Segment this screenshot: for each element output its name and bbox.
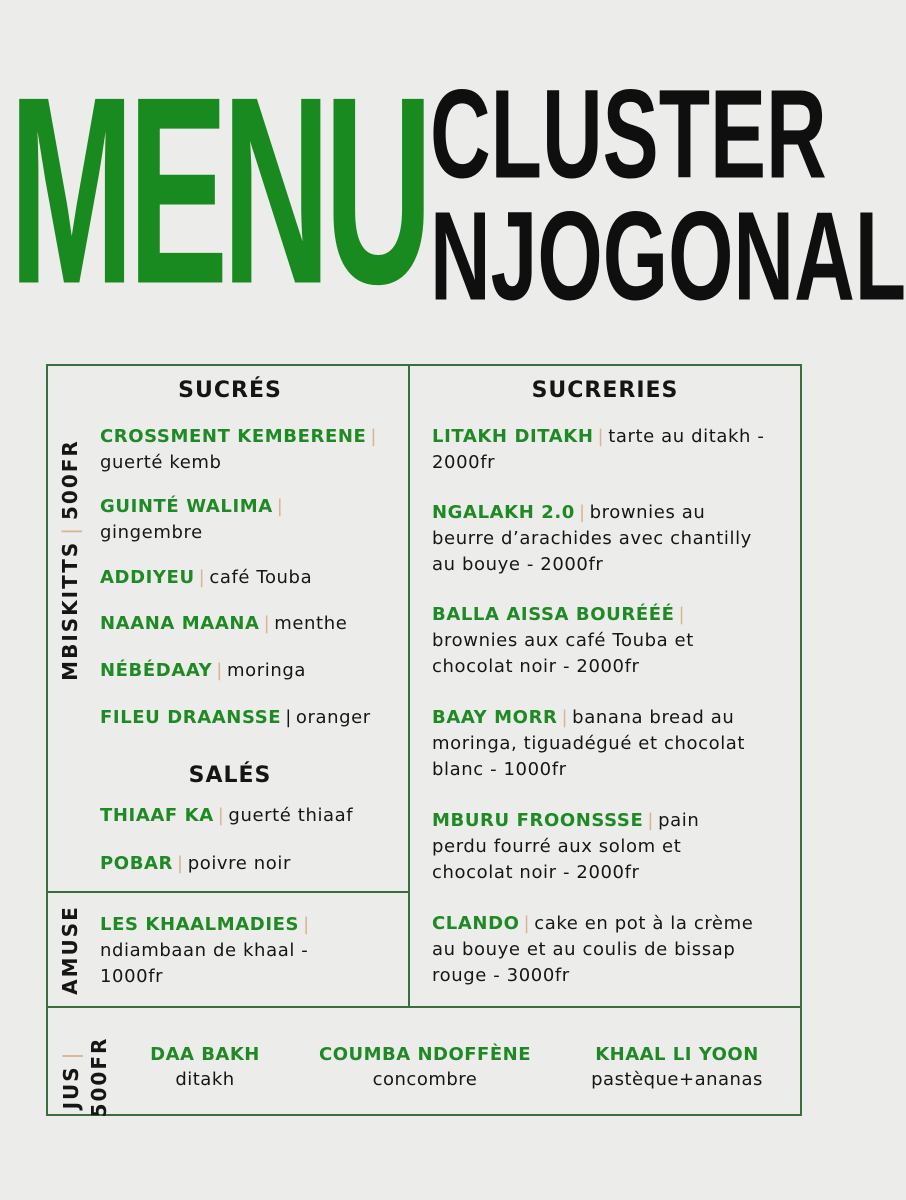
item-name: MBURU FROONSSSE (432, 810, 644, 831)
item-separator: | (578, 502, 586, 523)
sucres-title: SUCRÉS (178, 378, 282, 403)
item-name: BALLA AISSA BOURÉÉÉ (432, 604, 675, 625)
item-desc: tarte au ditakh - 2000fr (432, 426, 765, 473)
item-name: CROSSMENT KEMBERENE (100, 426, 367, 447)
menu-item (432, 602, 732, 680)
njogonal-letter: J (490, 185, 538, 327)
item-separator: | (678, 604, 686, 625)
njogonal-letter: G (602, 185, 669, 327)
frame-mid (46, 1006, 802, 1008)
cluster-letter: E (710, 63, 767, 205)
menu-item (100, 611, 400, 637)
mbiskitts-title: MBISKITTS (58, 540, 82, 681)
item-separator: | (303, 914, 310, 935)
cluster-letter: C (430, 63, 491, 205)
frame-left (46, 364, 48, 1006)
frame-jus-left (46, 1006, 48, 1116)
frame-center-divider (408, 364, 410, 1006)
item-name: BAAY MORR (432, 707, 558, 728)
njogonal-letter: N (733, 185, 795, 327)
item-desc: concombre (372, 1069, 478, 1090)
item-desc: brownies au beurre d’arachides avec chantilly au bouye - 2000fr (432, 502, 752, 575)
item-desc: gingembre (100, 522, 203, 543)
item-name: THIAAF KA (100, 805, 214, 826)
item-name: POBAR (100, 853, 174, 874)
cluster-letter: R (766, 63, 827, 205)
menu-item (100, 658, 400, 684)
item-separator: | (597, 426, 605, 447)
mbiskitts-label (55, 440, 85, 680)
item-separator: | (523, 913, 531, 934)
cluster-letter: L (490, 63, 542, 205)
item-desc: ndiambaan de khaal - 1000fr (100, 940, 309, 987)
item-separator: | (198, 567, 206, 588)
njogonal-letter: N (430, 185, 491, 327)
item-separator: | (285, 707, 292, 728)
menu-item (432, 705, 782, 783)
jus-title-row (57, 1045, 85, 1110)
item-separator: | (561, 707, 569, 728)
juice-item (572, 1042, 782, 1092)
item-desc: poivre noir (187, 853, 292, 874)
njogonal-letter: A (794, 185, 855, 327)
item-separator: | (276, 496, 284, 517)
item-desc: guerté kemb (100, 452, 222, 473)
mbiskitts-price: 500FR (58, 439, 82, 520)
menu-item (432, 911, 782, 989)
njogonal-letter: L (854, 185, 906, 327)
item-name: LITAKH DITAKH (432, 426, 594, 447)
cluster-letter: S (602, 63, 659, 205)
item-name: NÉBÉDAAY (100, 660, 213, 681)
cluster-letter: U (541, 63, 603, 205)
item-name: KHAAL LI YOON (595, 1044, 759, 1065)
item-name: COUMBA NDOFFÈNE (318, 1044, 531, 1065)
item-desc: pain perdu fourré aux solom et chocolat noir - 2000fr (432, 810, 700, 883)
juice-item (300, 1042, 550, 1092)
item-desc: cake en pot à la crème au bouye et au coulis de bissap rouge - 3000fr (432, 913, 754, 986)
item-separator: | (647, 810, 655, 831)
item-desc: ditakh (175, 1069, 235, 1090)
amuse-title: AMUSE (58, 905, 82, 995)
frame-right (800, 364, 802, 1116)
item-name: ADDIYEU (100, 567, 195, 588)
item-separator: | (216, 660, 223, 681)
njogonal-letter: O (668, 185, 734, 327)
item-desc: pastèque+ananas (591, 1069, 763, 1090)
menu-heading: MENU (9, 40, 427, 340)
njogonal-letter: O (537, 185, 603, 327)
item-desc: banana bread au moringa, tiguadégué et chocolat blanc - 1000fr (432, 707, 746, 780)
item-separator: | (217, 805, 225, 826)
item-desc: moringa (226, 660, 306, 681)
njogonal-heading (430, 166, 906, 346)
cluster-letter: T (658, 63, 710, 205)
item-desc: menthe (274, 613, 348, 634)
item-name: NGALAKH 2.0 (432, 502, 575, 523)
frame-bottom (46, 1114, 802, 1116)
jus-price: 500FR (87, 1036, 111, 1118)
item-name: CLANDO (432, 913, 520, 934)
item-name: FILEU DRAANSSE (100, 707, 282, 728)
menu-item (100, 705, 405, 731)
frame-left-mid (46, 891, 410, 893)
item-desc: brownies aux café Touba et chocolat noir - 2000fr (432, 630, 694, 677)
item-desc: café Touba (209, 567, 313, 588)
frame-top (46, 364, 802, 366)
sucreries-title: SUCRERIES (531, 378, 679, 403)
jus-label (55, 1022, 115, 1132)
jus-title: JUS (59, 1065, 83, 1110)
item-name: GUINTÉ WALIMA (100, 496, 273, 517)
item-desc: guerté thiaaf (228, 805, 354, 826)
sales-title: SALÉS (188, 763, 272, 788)
item-name: DAA BAKH (150, 1044, 260, 1065)
item-desc: oranger (295, 707, 371, 728)
menu-item (100, 494, 400, 546)
item-separator: | (370, 426, 378, 447)
menu-item (100, 912, 370, 990)
menu-item (100, 424, 400, 476)
menu-item (100, 803, 400, 829)
menu-item (100, 565, 400, 591)
menu-item (432, 808, 752, 886)
item-name: NAANA MAANA (100, 613, 260, 634)
menu-item (100, 851, 400, 877)
amuse-label (55, 900, 85, 1000)
item-separator: | (177, 853, 184, 874)
item-separator: | (263, 613, 271, 634)
menu-item (432, 424, 792, 476)
juice-item (130, 1042, 280, 1092)
label-separator: | (58, 525, 82, 535)
item-name: LES KHAALMADIES (100, 914, 300, 935)
label-separator: | (59, 1050, 83, 1060)
menu-item (432, 500, 772, 578)
